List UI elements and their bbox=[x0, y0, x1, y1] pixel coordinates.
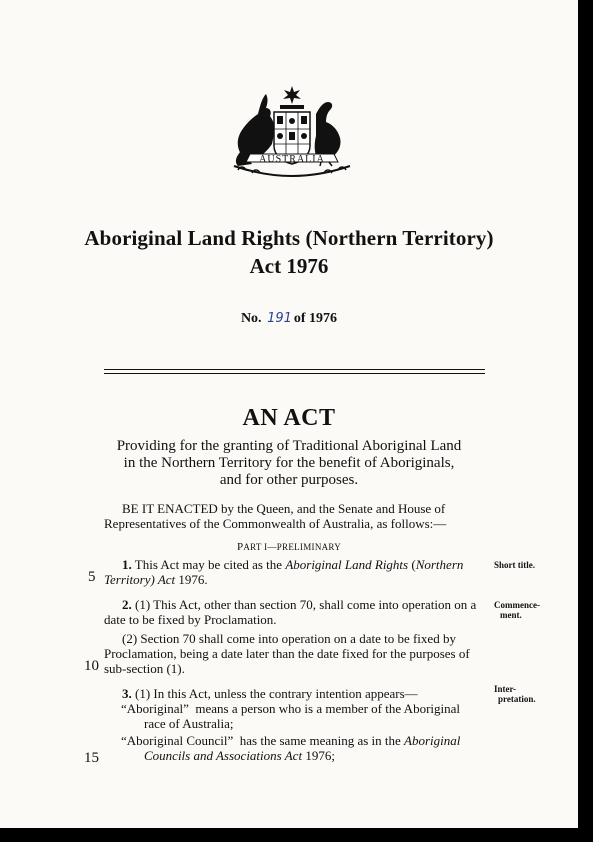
act-title-line1: Aboriginal Land Rights (Northern Territory) bbox=[84, 226, 494, 250]
act-title-line2: Act 1976 bbox=[249, 254, 329, 278]
act-heading: AN ACT bbox=[242, 405, 336, 431]
definition-aboriginal: “Aboriginal” means a person who is a member of the Aboriginal race of Australia; bbox=[121, 701, 461, 731]
divider-rule-bottom bbox=[104, 373, 485, 374]
section-2-2: (2) Section 70 shall come into operation on a date to be fixed by Proclamation, being a date later than the date fixed for the purposes of sub-section (1). bbox=[104, 631, 470, 676]
act-number-suffix: of 1976 bbox=[293, 311, 338, 326]
margin-note-commencement: Commence- ment. bbox=[494, 600, 540, 620]
act-number-handwritten: 191 bbox=[267, 311, 292, 326]
purpose-block bbox=[0, 438, 578, 489]
enacting-clause bbox=[104, 501, 488, 531]
line-number: 5 bbox=[88, 569, 96, 585]
margin-note-interpretation: Inter- pretation. bbox=[494, 684, 536, 704]
purpose-line: Providing for the granting of Traditional Aboriginal Land bbox=[116, 438, 462, 454]
divider-rule-top bbox=[104, 369, 485, 370]
section-2-1: 2. (1) This Act, other than section 70, shall come into operation on a date to be fixed by Proclamation. bbox=[104, 597, 477, 627]
section-1: 1. This Act may be cited as the Aboriginal Land Rights (Northern Territory) Act 1976. bbox=[104, 557, 464, 587]
line-number: 15 bbox=[84, 750, 99, 766]
section-3: 3. (1) In this Act, unless the contrary intention appears— bbox=[122, 686, 418, 701]
act-number-prefix: No. bbox=[240, 311, 262, 326]
line-number: 10 bbox=[84, 658, 99, 674]
act-number bbox=[0, 311, 578, 327]
purpose-line: in the Northern Territory for the benefit of Aboriginals, bbox=[123, 455, 455, 471]
enacting-line: Representatives of the Commonwealth of Australia, as follows:— bbox=[104, 516, 447, 531]
margin-note-short-title: Short title. bbox=[494, 560, 535, 570]
crest-scroll-label: AUSTRALIA bbox=[259, 154, 325, 165]
coat-of-arms-emblem bbox=[228, 84, 356, 184]
definition-aboriginal-council: “Aboriginal Council” has the same meaning as in the Aboriginal Councils and Associations Act 1976; bbox=[121, 733, 461, 763]
enacting-line: BE IT ENACTED by the Queen, and the Senate and House of bbox=[122, 501, 446, 516]
purpose-line: and for other purposes. bbox=[219, 472, 359, 488]
part-heading: PART I—PRELIMINARY bbox=[236, 541, 342, 553]
